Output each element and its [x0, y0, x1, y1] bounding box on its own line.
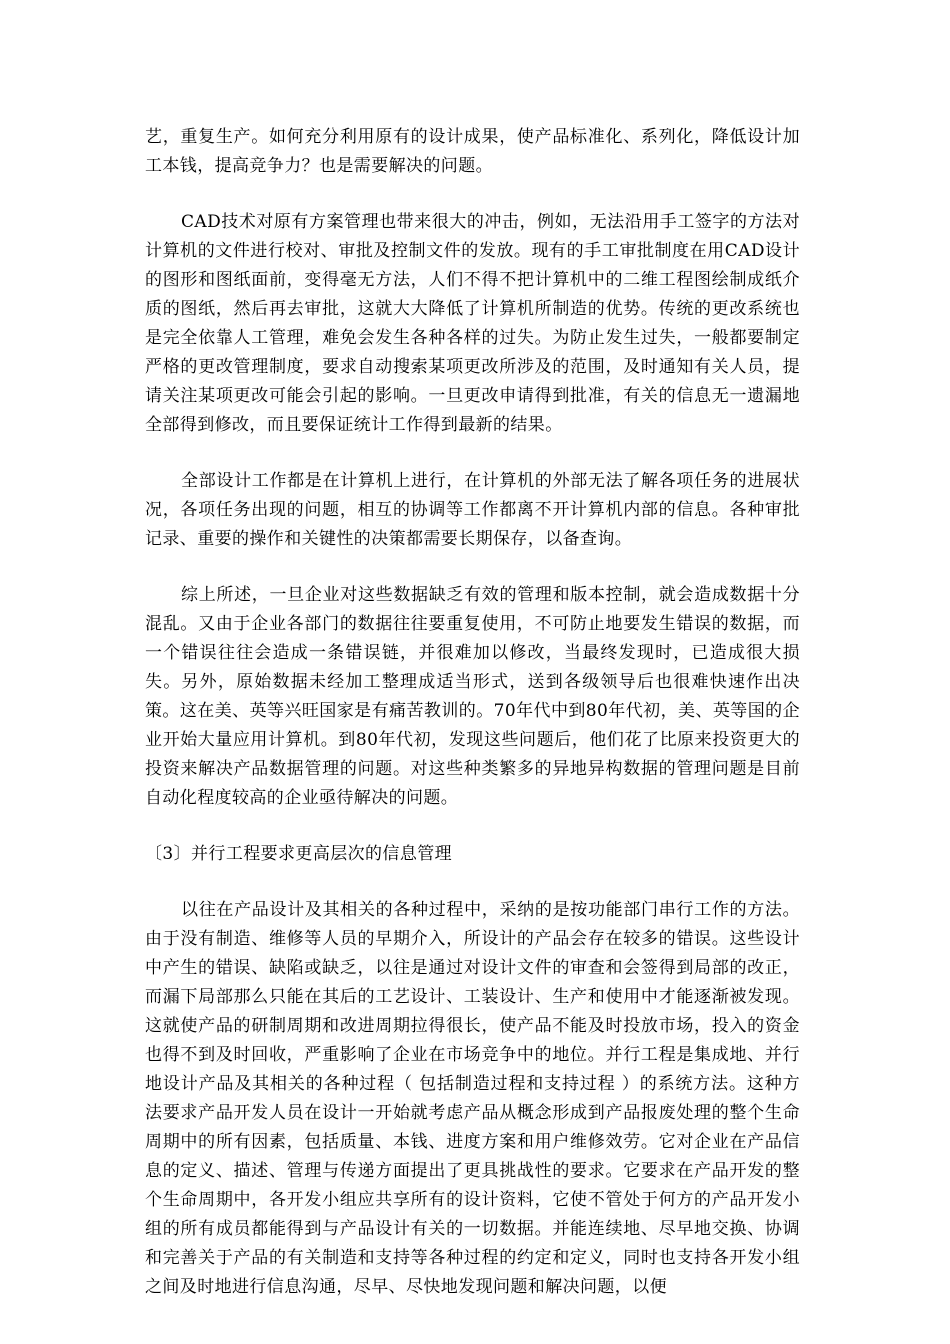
- paragraph-2: CAD技术对原有方案管理也带来很大的冲击，例如，无法沿用手工签字的方法对计算机的文件进行校对、审批及控制文件的发放。现有的手工审批制度在用CAD设计的图形和图纸面前，变得毫无方法，人们不得不把计算机中的二维工程图绘制成纸介质的图纸，然后再去审批，这就大大降低了计算机所制造的优势。传统的更改系统也是完全依靠人工管理，难免会发生各种各样的过失。为防止发生过失，一般都要制定严格的更改管理制度，要求自动搜索某项更改所涉及的范围，及时通知有关人员，提请关注某项更改可能会引起的影响。一旦更改申请得到批准，有关的信息无一遗漏地全部得到修改，而且要保证统计工作得到最新的结果。: [145, 212, 800, 435]
- paragraph-4: 综上所述，一旦企业对这些数据缺乏有效的管理和版本控制，就会造成数据十分混乱。又由于企业各部门的数据往往要重复使用，不可防止地要发生错误的数据，而一个错误往往会造成一条错误链，并很难加以修改，当最终发现时，已造成很大损失。另外，原始数据未经加工整理成适当形式，送到各级领导后也很难快速作出决策。这在美、英等兴旺国家是有痛苦教训的。70年代中到80年代初，美、英等国的企业开始大量应用计算机。到80年代初，发现这些问题后，他们花了比原来投资更大的投资来解决产品数据管理的问题。对这些种类繁多的异地异构数据的管理问题是目前自动化程度较高的企业亟待解决的问题。: [145, 585, 800, 808]
- document-body: [145, 123, 800, 1329]
- section-heading: 〔3〕并行工程要求更高层次的信息管理: [145, 844, 453, 864]
- paragraph-3: 全部设计工作都是在计算机上进行，在计算机的外部无法了解各项任务的进展状况，各项任务出现的问题，相互的协调等工作都离不开计算机内部的信息。各种审批记录、重要的操作和关键性的决策都需要长期保存，以备查询。: [145, 471, 800, 549]
- paragraph-5: 以往在产品设计及其相关的各种过程中，采纳的是按功能部门串行工作的方法。由于没有制造、维修等人员的早期介入，所设计的产品会存在较多的错误。这些设计中产生的错误、缺陷或缺乏，以往是通过对设计文件的审查和会签得到局部的改正，而漏下局部那么只能在其后的工艺设计、工装设计、生产和使用中才能逐渐被发现。这就使产品的研制周期和改进周期拉得很长，使产品不能及时投放市场，投入的资金也得不到及时回收，严重影响了企业在市场竞争中的地位。并行工程是集成地、并行地设计产品及其相关的各种过程（ 包括制造过程和支持过程 ）的系统方法。这种方法要求产品开发人员在设计一开始就考虑产品从概念形成到产品报废处理的整个生命周期中的所有因素，包括质量、本钱、进度方案和用户维修效劳。它对企业在产品信息的定义、描述、管理与传递方面提出了更具挑战性的要求。它要求在产品开发的整个生命周期中，各开发小组应共享所有的设计资料，它使不管处于何方的产品开发小组的所有成员都能得到与产品设计有关的一切数据。并能连续地、尽早地交换、协调和完善关于产品的有关制造和支持等各种过程的约定和定义，同时也支持各开发小组之间及时地进行信息沟通，尽早、尽快地发现问题和解决问题，以便: [145, 900, 800, 1297]
- paragraph-1: 艺，重复生产。如何充分利用原有的设计成果，使产品标准化、系列化，降低设计加工本钱，提高竞争力？也是需要解决的问题。: [145, 127, 800, 176]
